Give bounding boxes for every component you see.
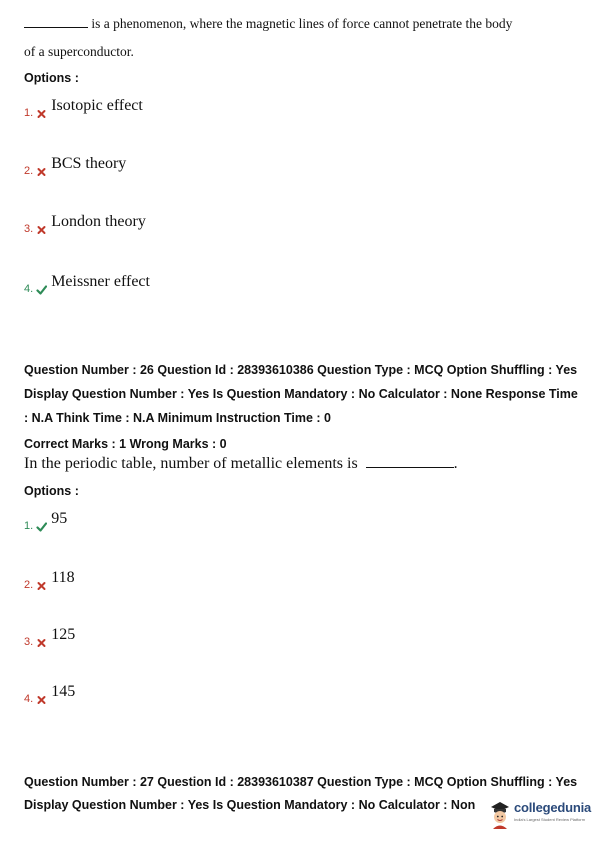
q25-option-4 <box>24 273 150 296</box>
q26-option-4 <box>24 683 76 706</box>
wrong-cross-icon <box>36 693 47 706</box>
q26-option-3 <box>24 626 76 649</box>
q26-question-period: . <box>453 455 458 472</box>
q26-option-1 <box>24 510 68 533</box>
wrong-cross-icon <box>36 636 47 649</box>
logo-wordmark: collegedunia <box>514 800 592 815</box>
q25-option-1 <box>24 97 143 120</box>
option-number: 4. <box>24 283 34 295</box>
option-text: London theory <box>51 213 146 230</box>
wrong-cross-icon <box>36 165 47 178</box>
option-number: 4. <box>24 693 34 705</box>
option-text: 95 <box>51 510 68 527</box>
q26-question <box>24 455 458 473</box>
option-number: 3. <box>24 223 34 235</box>
student-mascot-icon <box>488 798 512 830</box>
q26-meta-line3: : N.A Think Time : N.A Minimum Instruction Time : 0 <box>24 411 331 425</box>
q25-question-line1 <box>24 16 512 32</box>
wrong-cross-icon <box>36 107 47 120</box>
answer-blank <box>366 466 454 468</box>
q26-option-2 <box>24 569 75 592</box>
correct-check-icon <box>36 520 47 533</box>
q26-question-text: In the periodic table, number of metallic elements is <box>24 455 358 472</box>
q25-option-3 <box>24 213 146 236</box>
logo-tagline: India's Largest Student Review Platform <box>514 817 586 822</box>
q25-option-2 <box>24 155 127 178</box>
option-number: 3. <box>24 636 34 648</box>
q26-marks: Correct Marks : 1 Wrong Marks : 0 <box>24 437 227 451</box>
q26-options-label: Options : <box>24 484 79 498</box>
answer-blank <box>24 26 88 28</box>
option-number: 2. <box>24 165 34 177</box>
option-text: Meissner effect <box>51 273 150 290</box>
option-number: 1. <box>24 107 34 119</box>
option-text: 145 <box>51 683 76 700</box>
option-number: 1. <box>24 520 34 532</box>
wrong-cross-icon <box>36 223 47 236</box>
option-text: 118 <box>51 569 75 586</box>
collegedunia-logo <box>488 796 592 832</box>
correct-check-icon <box>36 283 47 296</box>
q25-question-line2: of a superconductor. <box>24 44 134 59</box>
q25-question-text: is a phenomenon, where the magnetic lines of force cannot penetrate the body <box>91 16 513 31</box>
option-text: Isotopic effect <box>51 97 143 114</box>
q27-meta-line1: Question Number : 27 Question Id : 28393610387 Question Type : MCQ Option Shuffling : Yes <box>24 775 578 789</box>
q27-meta-line2: Display Question Number : Yes Is Question Mandatory : No Calculator : Non <box>24 798 476 812</box>
q25-options-label: Options : <box>24 71 79 85</box>
option-number: 2. <box>24 579 34 591</box>
option-text: BCS theory <box>51 155 127 172</box>
q26-meta-line2: Display Question Number : Yes Is Question Mandatory : No Calculator : None Response Time <box>24 387 578 401</box>
q26-meta-line1: Question Number : 26 Question Id : 28393610386 Question Type : MCQ Option Shuffling : Yes <box>24 363 578 377</box>
wrong-cross-icon <box>36 579 47 592</box>
option-text: 125 <box>51 626 76 643</box>
